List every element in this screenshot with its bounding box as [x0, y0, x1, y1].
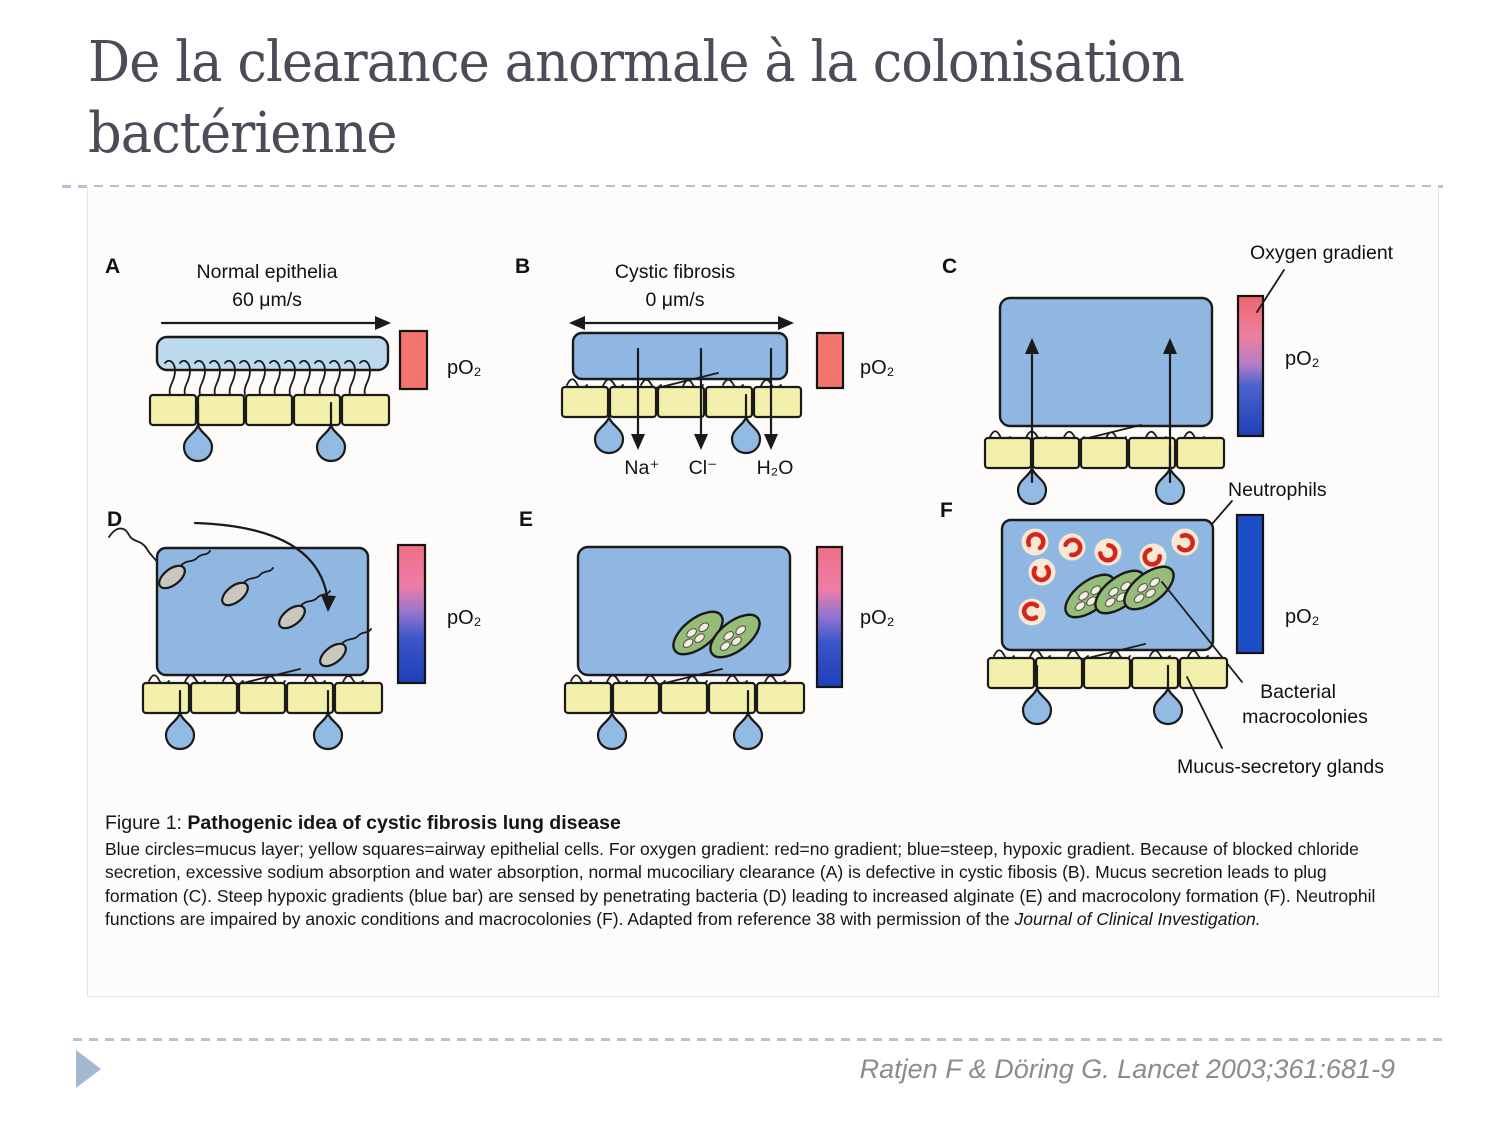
- arrowhead-right: [375, 316, 391, 330]
- footer-divider-dashed-line: [73, 1038, 1443, 1041]
- page-title-line1: De la clearance anormale à la colonisation: [88, 30, 1184, 95]
- po2-label: pO₂: [860, 607, 895, 629]
- sodium-label: Na⁺: [624, 457, 660, 479]
- water-label: H₂O: [756, 457, 794, 479]
- panel-f-label: F: [940, 499, 953, 522]
- flagellum: [109, 529, 160, 567]
- po2-gradient-bar: [1238, 296, 1263, 436]
- figure-caption-text: Blue circles=mucus layer; yellow squares=airway epithelial cells. For oxygen gradient: red=no gradient; blue=steep, hypoxic gradient. Because of blocked chloride secretion, excessive sodium absorption and water absorption, normal mucociliary clearance (A) is defective in cystic fibosis (B). Mucus secretion leads to plug formation (C). Steep hypoxic gradients (blue bar) are sensed by penetrating bacteria (D) leading to increased alginate (E) and macrocolony formation (F). Neutrophil functions are impaired by anoxic conditions and macrocolonies (F). Adapted from reference 38 with permission of the: [105, 839, 1376, 929]
- neutrophils-label: Neutrophils: [1228, 479, 1327, 501]
- po2-label: pO₂: [447, 607, 482, 629]
- po2-bar-blue: [1237, 515, 1263, 653]
- po2-gradient-bar: [817, 547, 842, 687]
- po2-bar-red: [400, 331, 427, 389]
- po2-label: pO₂: [1285, 348, 1320, 370]
- panel-b: [505, 245, 925, 495]
- bacterial-macrocolonies-label: macrocolonies: [1242, 706, 1368, 728]
- mucus-layer: [573, 333, 787, 379]
- panel-a-label: A: [105, 255, 121, 278]
- figure-caption-body: [105, 838, 1397, 931]
- po2-gradient-bar: [398, 545, 425, 683]
- bacterial-macrocolonies-label: Bacterial: [1260, 681, 1336, 703]
- panel-a-title: Normal epithelia: [196, 261, 338, 283]
- panel-d-label: D: [107, 508, 123, 531]
- figure-caption-heading: [105, 812, 1397, 835]
- panel-a: [95, 245, 515, 485]
- page-title: [88, 28, 1423, 169]
- panel-d: [95, 495, 515, 800]
- panel-a-speed: 60 μm/s: [232, 289, 302, 311]
- figure-number: Figure 1:: [105, 812, 182, 834]
- neutrophil: [1022, 529, 1049, 556]
- epithelial-cells: [565, 683, 804, 713]
- oxygen-gradient-pointer: [1257, 270, 1284, 312]
- epithelial-cells: [562, 387, 801, 417]
- panel-c: [920, 232, 1440, 504]
- citation: Ratjen F & Döring G. Lancet 2003;361:681-9: [859, 1054, 1395, 1084]
- epithelial-cells: [985, 438, 1224, 468]
- po2-label: pO₂: [1285, 606, 1320, 628]
- mucus-plug: [578, 547, 790, 675]
- neutrophil: [1172, 529, 1199, 556]
- oxygen-gradient-label: Oxygen gradient: [1250, 242, 1394, 264]
- panel-c-label: C: [942, 255, 958, 278]
- chloride-label: Cl⁻: [688, 457, 718, 479]
- figure-title: Pathogenic idea of cystic fibrosis lung disease: [187, 812, 621, 834]
- panel-f: [920, 470, 1440, 810]
- mucus-secretory-glands-label: Mucus-secretory glands: [1177, 756, 1384, 778]
- po2-label: pO₂: [860, 357, 895, 379]
- panel-e-label: E: [519, 508, 534, 531]
- epithelial-cells: [150, 395, 389, 425]
- arrowhead-right: [778, 316, 794, 330]
- panel-e: [505, 495, 925, 800]
- panel-b-label: B: [515, 255, 531, 278]
- page-title-line2: bactérienne: [88, 100, 397, 166]
- triangle-bullet-icon: [76, 1050, 101, 1088]
- po2-bar-red: [817, 333, 843, 388]
- figure-caption: [105, 812, 1397, 931]
- figure-caption-journal: Journal of Clinical Investigation.: [1014, 908, 1261, 929]
- po2-label: pO₂: [447, 357, 482, 379]
- panel-b-title: Cystic fibrosis: [614, 261, 736, 283]
- arrowhead-left: [569, 316, 585, 330]
- epithelial-cells: [143, 683, 382, 713]
- panel-b-speed: 0 μm/s: [645, 289, 705, 311]
